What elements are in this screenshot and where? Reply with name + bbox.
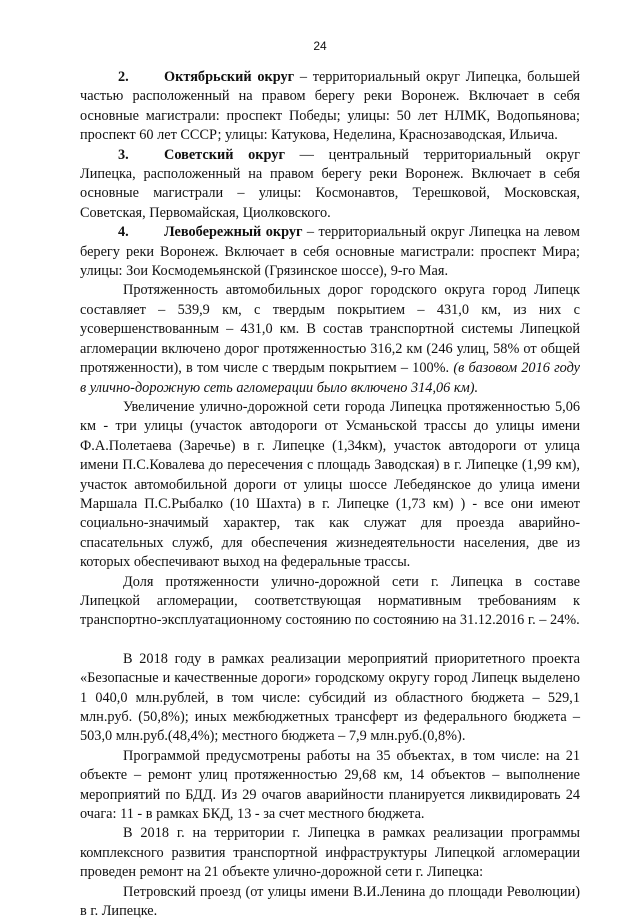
road-length-italic-note: (в базовом 2016 году в улично-дорожную сеть агломерации было включено 314,06 км). (80, 360, 580, 396)
network-share-paragraph: Доля протяженности улично-дорожной сети г. Липецка в составе Липецкой агломерации, соответствующая нормативным требованиям к транспортно-эксплуатационному состоянию по состоянию на 31.12.2016 г. – 24%. (80, 573, 580, 629)
okrug-4-text: – территориальный округ Липецка на левом берегу реки Воронеж. Включает в себя основные магистрали: проспект Мира; улицы: Зои Космодемьянской (Грязинское шоссе), 9-го Мая. (80, 224, 580, 280)
okrug-2-text: – территориальный округ Липецка, большей частью расположенный на правом берегу реки Воронеж. Включает в себя основные магистрали: проспект Победы; улицы: 50 лет НЛМК, Водопьянова; проспект 60 лет СССР; улицы: Катукова, Неделина, Краснозаводская, Ильича. (80, 69, 580, 144)
network-increase-paragraph: Увеличение улично-дорожной сети города Липецка протяженностью 5,06 км - три улицы (участок автодороги от Усманьской трассы до улицы имени Ф.А.Полетаева (Заречье) в г. Липецке (1,34км), участок автодороги от улица имени П.С.Ковалева до пересечения с площадь Заводская) в г. Липецке (1,99 км), участок автомобильной дороги от улицы шоссе Лебедянское до улица имени Маршала П.С.Рыбалко (10 Шахта) в г. Липецке (1,73 км) ) - все они имеют социально-значимый характер, так как служат для проезда аварийно-спасательных служб, для обеспечения жизнедеятельности населения, две из которых обеспечивают выход на федеральные трассы. (80, 398, 580, 571)
okrug-3-name: Советский округ (164, 146, 285, 163)
funding-2018-paragraph: В 2018 году в рамках реализации мероприятий приоритетного проекта «Безопасные и качественные дороги» городскому округу город Липецк выделено 1 040,0 млн.рублей, в том числе: субсидий из областного бюджета – 529,1 млн.руб. (50,8%); иных межбюджетных трансферт из федерального бюджета – 503,0 млн.руб.(48,4%); местного бюджета – 7,9 млн.руб.(0,8%). (80, 650, 580, 745)
okrug-4-paragraph (80, 223, 580, 281)
okrug-2-name: Октябрьский округ (164, 69, 295, 85)
okrug-3-paragraph (80, 146, 580, 224)
program-objects-paragraph: Программой предусмотрены работы на 35 объектах, в том числе: на 21 объекте – ремонт улиц протяженностью 29,68 км, 14 объектов – выполнение мероприятий по БДД. Из 29 очагов аварийности планируется ликвидировать 24 очага: 11 - в рамках БКД, 13 - за счет местного бюджета. (80, 747, 580, 823)
okrug-2-number: 2. (118, 69, 129, 85)
okrug-3-number: 3. (118, 146, 129, 163)
road-length-paragraph (80, 281, 580, 397)
paragraph-spacer (80, 631, 580, 650)
okrug-3-text: — центральный территориальный округ Липецка, расположенный на правом берегу реки Воронеж. Включает в себя основные магистрали – улицы: Космонавтов, Терешковой, Московская, Советская, Первомайская, Циолковского. (80, 146, 580, 221)
road-length-text: Протяженность автомобильных дорог городского округа город Липецк составляет – 539,9 км, с твердым покрытием – 431,0 км, из них с усовершенствованным – 431,0 км. В состав транспортной системы Липецкой агломерации включено дорог протяженностью 316,2 км (246 улиц, 58% от общей протяженности), в том числе с твердым покрытием – 100%. (80, 282, 580, 377)
repair-2018-paragraph: В 2018 г. на территории г. Липецка в рамках реализации программы комплексного развития транспортной инфраструктуры Липецкой агломерации проведен ремонт на 21 объекте улично-дорожной сети г. Липецка: (80, 825, 580, 881)
okrug-2-paragraph (80, 68, 580, 146)
okrug-4-number: 4. (118, 224, 129, 241)
petrovsky-proezd-paragraph: Петровский проезд (от улицы имени В.И.Ленина до площади Революции) в г. Липецке. (80, 883, 580, 920)
page-number: 24 (313, 39, 327, 53)
okrug-4-name: Левобережный округ (164, 224, 303, 241)
page-content (80, 68, 580, 921)
